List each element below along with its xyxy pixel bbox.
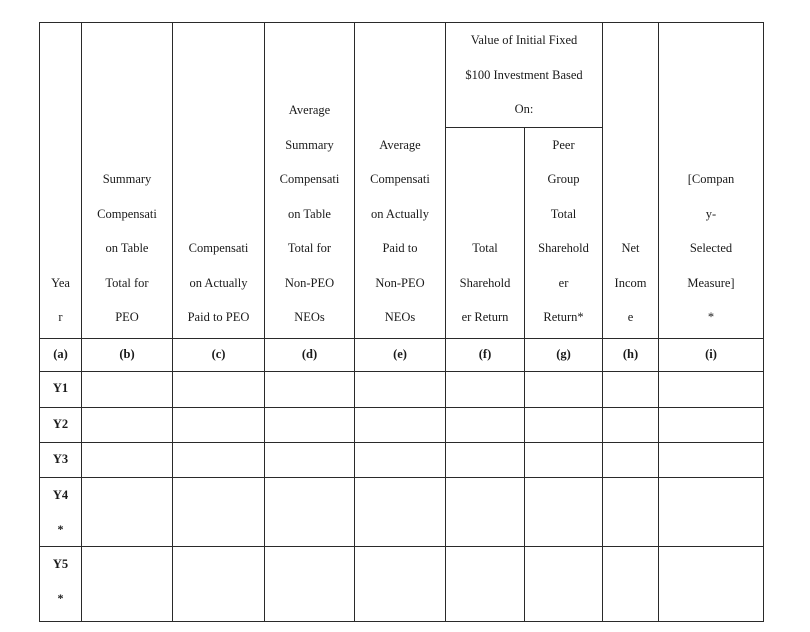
header-line: Compensati [370,172,430,186]
empty-cell [446,546,525,621]
header-line: [Compan [687,172,735,186]
header-year [40,23,82,339]
table-row [40,477,764,546]
header-company-selected-measure [659,23,764,339]
empty-cell [446,407,525,442]
year-footnote-marker: * [57,521,64,536]
empty-cell [603,477,659,546]
header-line: Compensati [279,172,340,186]
header-line: Total for [105,275,149,290]
header-line: PEO [115,310,139,324]
header-cap-peo [173,23,265,339]
header-line: On: [514,102,534,116]
header-line: y- [705,206,717,221]
empty-cell [603,371,659,407]
header-line: Average [288,103,331,117]
column-letter: (f) [446,338,525,371]
table-row [40,442,764,477]
table-row [40,546,764,621]
year-cell: Y3 [40,442,82,477]
header-line: $100 Investment Based [465,67,583,82]
empty-cell [525,546,603,621]
empty-cell [446,442,525,477]
column-letter: (g) [525,338,603,371]
column-letter: (h) [603,338,659,371]
year-cell: Y1 [40,371,82,407]
empty-cell [525,407,603,442]
year-label: Y4 [52,487,69,502]
empty-cell [265,477,355,546]
header-line: Total [550,206,577,221]
header-line: Return* [543,310,584,324]
header-line: Paid to PEO [187,310,250,324]
empty-cell [173,371,265,407]
empty-cell [659,477,764,546]
header-line: on Actually [371,206,429,221]
header-line: Sharehold [459,275,511,290]
header-line: Compensati [97,206,157,221]
header-line: * [707,310,715,324]
empty-cell [525,477,603,546]
column-letter: (b) [82,338,173,371]
empty-cell [659,442,764,477]
header-avg-sct-non-peo [265,23,355,339]
header-line: Average [379,137,421,152]
empty-cell [659,546,764,621]
header-tsr [446,127,525,338]
header-line: Total [472,241,498,255]
header-peer-tsr [525,127,603,338]
empty-cell [82,546,173,621]
header-line: Sharehold [538,241,589,255]
header-line: Summary [102,172,152,186]
header-line: Net [621,241,640,255]
header-line: Non-PEO [375,275,425,290]
year-cell: Y2 [40,407,82,442]
empty-cell [355,371,446,407]
header-line: er Return [461,310,509,324]
header-line: e [627,310,634,324]
empty-cell [659,371,764,407]
header-line: NEOs [294,310,325,324]
year-cell [40,546,82,621]
empty-cell [355,477,446,546]
empty-cell [265,371,355,407]
empty-cell [265,407,355,442]
empty-cell [82,371,173,407]
header-line: Peer [552,137,575,152]
header-value-group [446,23,603,128]
column-letter: (e) [355,338,446,371]
empty-cell [173,546,265,621]
header-line: on Table [288,206,331,221]
header-line: on Table [105,241,149,255]
empty-cell [82,442,173,477]
empty-cell [603,546,659,621]
header-net-income [603,23,659,339]
header-line: Summary [285,137,334,152]
header-line: Measure] [687,275,735,290]
empty-cell [659,407,764,442]
empty-cell [603,407,659,442]
year-footnote-marker: * [57,590,64,605]
header-line: Compensati [188,241,249,255]
header-line: Paid to [382,241,418,255]
table-row [40,407,764,442]
header-line: Non-PEO [284,275,335,290]
empty-cell [82,477,173,546]
column-letter: (a) [40,338,82,371]
empty-cell [446,371,525,407]
header-avg-cap-non-peo [355,23,446,339]
header-sct-total-peo [82,23,173,339]
empty-cell [265,546,355,621]
header-line: on Actually [189,275,248,290]
table-row [40,371,764,407]
header-line: er [558,275,569,290]
empty-cell [82,407,173,442]
empty-cell [355,442,446,477]
header-line: Group [547,172,580,186]
empty-cell [173,477,265,546]
empty-cell [525,371,603,407]
pay-versus-performance-table [39,22,764,622]
empty-cell [173,442,265,477]
header-line: Value of Initial Fixed [470,33,578,47]
header-line: NEOs [384,310,416,324]
empty-cell [173,407,265,442]
empty-cell [525,442,603,477]
column-letter-row [40,338,764,371]
header-line: Total for [287,241,332,255]
header-line: Incom [614,275,647,290]
empty-cell [446,477,525,546]
column-letter: (c) [173,338,265,371]
year-label: Y5 [52,556,69,571]
header-year-line: r [58,310,63,324]
column-letter: (i) [659,338,764,371]
column-letter: (d) [265,338,355,371]
header-line: Selected [689,241,733,255]
empty-cell [355,407,446,442]
empty-cell [603,442,659,477]
empty-cell [355,546,446,621]
year-cell [40,477,82,546]
empty-cell [265,442,355,477]
header-year-line: Yea [51,275,70,290]
